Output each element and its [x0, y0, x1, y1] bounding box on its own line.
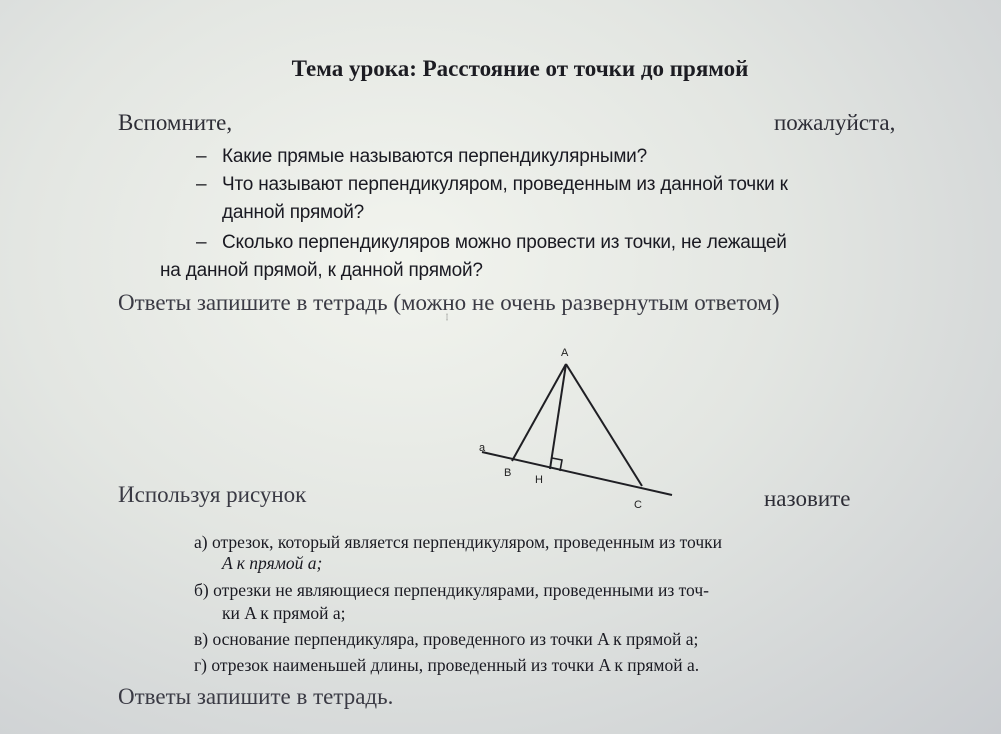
- task-d-line-1: г) отрезок наименьшей длины, проведенный из точки A к прямой a.: [194, 655, 700, 675]
- label-point-c: C: [634, 499, 642, 511]
- question-1-dash: –: [196, 146, 207, 167]
- question-2-line-1: Что называют перпендикуляром, проведенным из данной точки к: [222, 174, 788, 195]
- label-point-b: B: [504, 467, 512, 479]
- intro-right-text: пожалуйста,: [774, 110, 896, 135]
- answers-note-2: Ответы запишите в тетрадь.: [118, 684, 394, 709]
- task-a-line-2: A к прямой a;: [222, 553, 323, 573]
- task-c-line-1: в) основание перпендикуляра, проведенного из точки A к прямой a;: [194, 629, 699, 649]
- intro-left-text: Вспомните,: [118, 110, 233, 135]
- label-point-a: A: [561, 347, 569, 359]
- question-2-line-2: данной прямой?: [222, 202, 365, 223]
- use-figure-right-text: назовите: [764, 486, 851, 511]
- task-a-line-1: а) отрезок, который является перпендикуляром, проведенным из точки: [194, 532, 722, 552]
- answers-note-1: Ответы запишите в тетрадь (можно не очень развернутым ответом): [118, 290, 780, 315]
- label-line-a: a: [479, 442, 486, 454]
- page-title: Тема урока: Расстояние от точки до прямой: [291, 56, 749, 81]
- question-2-dash: –: [196, 174, 207, 195]
- segment-ac: [566, 364, 642, 486]
- question-3-dash: –: [196, 232, 207, 253]
- question-3-line-2: на данной прямой, к данной прямой?: [160, 260, 483, 281]
- question-3-line-1: Сколько перпендикуляров можно провести из точки, не лежащей: [222, 232, 787, 253]
- triangle-figure: [470, 340, 690, 510]
- task-b-line-1: б) отрезки не являющиеся перпендикулярами, проведенными из точ-: [194, 580, 709, 600]
- use-figure-left-text: Используя рисунок: [118, 482, 307, 507]
- question-1-line-1: Какие прямые называются перпендикулярными?: [222, 146, 647, 167]
- label-point-h: H: [535, 474, 543, 486]
- text-cursor-icon: [446, 304, 448, 330]
- task-b-line-2: ки A к прямой a;: [222, 603, 346, 623]
